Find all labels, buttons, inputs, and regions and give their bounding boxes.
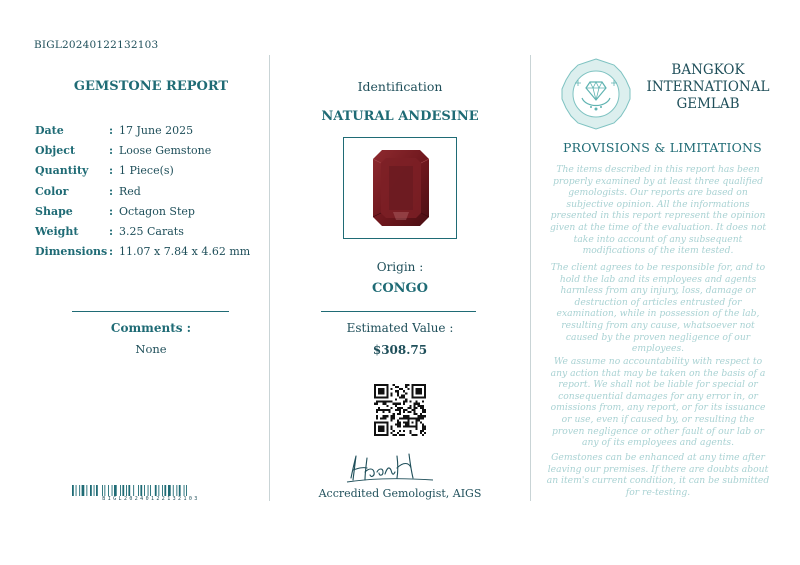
provisions-paragraph: The client agrees to be responsible for, and to hold the lab and its employees and agents harmless from any injury, loss, damage or destruction of articles entrusted for examination, while in possession of the lab, resulting from any cause, whatsoever not caused by the proven negligence of our employees.	[550, 262, 766, 355]
origin-label: Origin :	[376, 260, 424, 274]
detail-label: Date	[35, 123, 64, 137]
estimated-value: $308.75	[372, 343, 428, 357]
lab-name	[642, 62, 774, 113]
detail-row-date: Date : 17 June 2025	[35, 123, 194, 137]
provisions-paragraph: We assume no accountability with respect to any action that may be taken on the basis of a report. We shall not be liable for special or consequential damages for any error in, or omissions from, any report, or for its issuance or use, even if caused by, or resulting the proven negligence or other fault of our lab or any of its employees and agents.	[550, 356, 766, 449]
report-id: BIGL20240122132103	[34, 39, 159, 51]
comments-divider	[72, 311, 229, 312]
detail-row-weight: Weight : 3.25 Carats	[35, 225, 184, 239]
origin-value: CONGO	[372, 281, 428, 296]
detail-label: Dimensions	[35, 245, 108, 259]
detail-label: Weight	[35, 225, 79, 239]
lab-name-line: GEMLAB	[676, 96, 740, 112]
comments-label: Comments :	[110, 321, 192, 335]
signature-icon	[343, 448, 438, 486]
detail-value: 1 Piece(s)	[119, 164, 174, 178]
detail-label: Quantity	[35, 164, 89, 178]
detail-row-object: Object : Loose Gemstone	[35, 143, 212, 157]
detail-row-color: Color : Red	[35, 184, 141, 198]
identification-label: Identification	[357, 79, 443, 94]
details-list	[35, 120, 250, 262]
detail-value: Red	[119, 184, 141, 198]
provisions-paragraph: The items described in this report has been properly examined by at least three qualified gemologists. Our reports are based on subjective opinion. All the informations presented in this report represent the opinion given at the time of the evaluation. It does not take into account of any subsequent modifications of the item tested.	[549, 164, 767, 257]
detail-row-shape: Shape : Octagon Step	[35, 204, 195, 218]
comments-value: None	[135, 342, 167, 356]
accredited-gemologist: Accredited Gemologist, AIGS	[318, 487, 482, 500]
detail-row-dimensions: Dimensions : 11.07 x 7.84 x 4.62 mm	[35, 245, 251, 259]
detail-row-quantity: Quantity : 1 Piece(s)	[35, 164, 174, 178]
gemlab-logo-icon	[560, 58, 632, 130]
gemstone-image	[373, 150, 429, 226]
detail-label: Color	[35, 184, 69, 198]
barcode-text: BIGL20240122132103	[102, 496, 200, 502]
detail-label: Object	[35, 143, 76, 157]
detail-value: Octagon Step	[119, 204, 195, 218]
gemstone-photo-frame	[343, 137, 457, 239]
value-divider	[321, 311, 476, 312]
identification-value: NATURAL ANDESINE	[321, 109, 479, 124]
lab-name-line: INTERNATIONAL	[646, 79, 770, 95]
qr-code-icon[interactable]	[374, 384, 426, 436]
barcode-icon	[72, 485, 230, 496]
detail-label: Shape	[35, 204, 73, 218]
provisions-paragraph: Gemstones can be enhanced at any time after leaving our premises. If there are doubts about an item's current condition, it can be submitted for re-testing.	[546, 452, 770, 498]
detail-value: 3.25 Carats	[119, 225, 184, 239]
detail-value: Loose Gemstone	[119, 143, 212, 157]
provisions-title: PROVISIONS & LIMITATIONS	[563, 140, 762, 155]
lab-name-line: BANGKOK	[671, 62, 745, 78]
estimated-value-label: Estimated Value :	[346, 321, 454, 335]
detail-value: 11.07 x 7.84 x 4.62 mm	[119, 245, 251, 259]
detail-value: 17 June 2025	[119, 123, 194, 137]
column-divider-right	[530, 55, 531, 501]
report-title: GEMSTONE REPORT	[73, 79, 229, 94]
